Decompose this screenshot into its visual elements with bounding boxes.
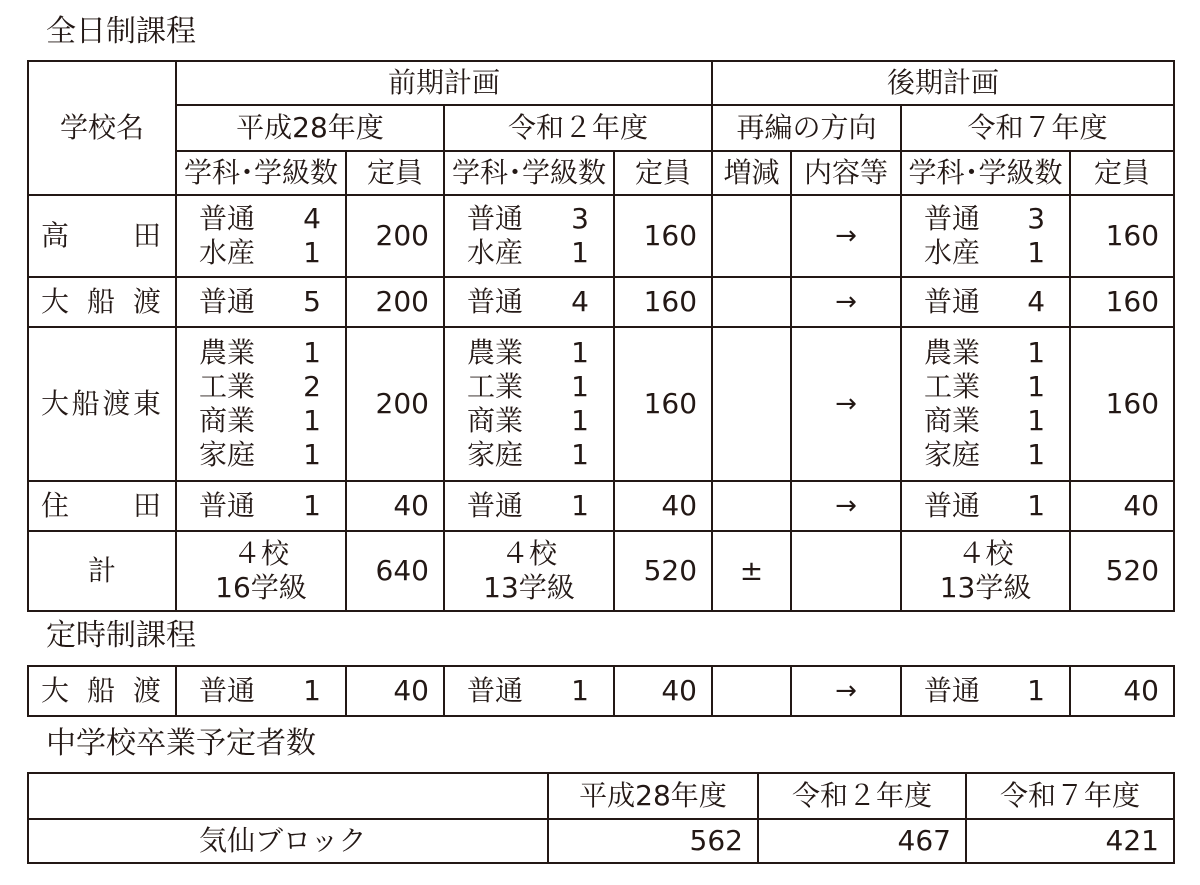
r2-dept-header: 学科･学級数 (444, 151, 614, 195)
dept-count: 1 (571, 336, 589, 369)
part-time-h28-dept (176, 666, 346, 716)
dept-line (924, 236, 1069, 270)
reorg-header: 再編の方向 (712, 105, 901, 151)
dept-name: 家庭 (199, 438, 256, 471)
part-time-r2-dept (444, 666, 614, 716)
dept-line (924, 370, 1069, 404)
school-row (28, 195, 1174, 277)
r7-capacity: 160 (1070, 277, 1174, 327)
graduates-header-row (28, 773, 1174, 819)
dept-name: 水産 (199, 236, 256, 269)
dept-count: 4 (1027, 285, 1046, 318)
h28-departments (176, 327, 346, 481)
h28-capacity-header: 定員 (346, 151, 444, 195)
dept-name: 水産 (924, 236, 981, 269)
dept-name: 普通 (467, 489, 524, 522)
dept-count: 1 (1027, 370, 1046, 403)
dept-count: 1 (1027, 236, 1046, 269)
dept-name: 普通 (924, 285, 981, 318)
dept-line (199, 404, 345, 438)
r2-header: 令和２年度 (444, 105, 712, 151)
school-name: 住 田 (28, 481, 176, 531)
dept-count: 1 (303, 438, 321, 471)
graduates-table (27, 772, 1175, 864)
r2-capacity: 160 (614, 195, 712, 277)
r7-capacity-header: 定員 (1070, 151, 1174, 195)
dept-name: 農業 (924, 336, 981, 369)
part-time-row (28, 666, 1174, 716)
dept-name: 商業 (467, 404, 524, 437)
school-name: 大船渡東 (28, 327, 176, 481)
part-time-content-arrow: → (791, 666, 901, 716)
graduates-heading: 中学校卒業予定者数 (46, 726, 316, 761)
dept-line (199, 285, 345, 319)
dept-name: 普通 (467, 674, 524, 707)
h28-departments (176, 481, 346, 531)
change-cell (712, 195, 791, 277)
graduates-block-name: 気仙ブロック (28, 819, 548, 863)
part-time-h28-capacity: 40 (346, 666, 444, 716)
dept-line (467, 370, 613, 404)
r7-capacity: 160 (1070, 327, 1174, 481)
dept-count: 4 (571, 285, 589, 318)
dept-count: 1 (1027, 674, 1045, 707)
dept-count: 2 (303, 370, 321, 403)
dept-name: 商業 (924, 404, 981, 437)
h28-capacity: 40 (346, 481, 444, 531)
full-time-table (27, 60, 1175, 612)
dept-line (924, 404, 1069, 438)
dept-count: 1 (571, 489, 589, 522)
h28-total-classes (176, 531, 346, 611)
part-time-heading: 定時制課程 (46, 618, 196, 653)
h28-capacity: 200 (346, 195, 444, 277)
h28-capacity: 200 (346, 327, 444, 481)
r2-capacity: 160 (614, 327, 712, 481)
school-count: ４校 (957, 537, 1014, 570)
r2-departments (444, 481, 614, 531)
r7-capacity: 160 (1070, 195, 1174, 277)
dept-line (467, 202, 613, 236)
h28-departments (176, 277, 346, 327)
total-content (791, 531, 901, 611)
part-time-r2-capacity: 40 (614, 666, 712, 716)
dept-line (199, 489, 345, 523)
dept-line (467, 404, 613, 438)
total-change: ± (712, 531, 791, 611)
dept-name: 工業 (924, 370, 981, 403)
part-time-r7-capacity: 40 (1070, 666, 1174, 716)
dept-count: 1 (303, 489, 321, 522)
graduates-col-r7: 令和７年度 (966, 773, 1174, 819)
dept-name: 工業 (467, 370, 524, 403)
r7-total-classes (901, 531, 1070, 611)
full-time-table-body (28, 61, 1174, 611)
school-row (28, 327, 1174, 481)
part-time-table (27, 665, 1175, 717)
r2-capacity: 160 (614, 277, 712, 327)
dept-name: 普通 (924, 674, 981, 707)
dept-name: 農業 (199, 336, 256, 369)
h28-header: 平成28年度 (176, 105, 444, 151)
r7-total-capacity: 520 (1070, 531, 1174, 611)
dept-line (199, 236, 345, 270)
dept-count: 1 (571, 438, 589, 471)
dept-line (467, 336, 613, 370)
dept-count: 1 (303, 674, 321, 707)
r2-departments (444, 327, 614, 481)
dept-name: 普通 (467, 285, 524, 318)
r7-departments (901, 195, 1070, 277)
h28-dept-header: 学科･学級数 (176, 151, 346, 195)
change-cell (712, 327, 791, 481)
dept-name: 普通 (199, 285, 256, 318)
r2-capacity-header: 定員 (614, 151, 712, 195)
part-time-r7-dept (901, 666, 1070, 716)
r2-total-capacity: 520 (614, 531, 712, 611)
graduates-col-r2: 令和２年度 (758, 773, 966, 819)
header-row-plans (28, 61, 1174, 105)
dept-count: 3 (571, 202, 589, 235)
class-count: 13学級 (483, 571, 575, 604)
content-header: 内容等 (791, 151, 901, 195)
part-time-school: 大 船 渡 (28, 666, 176, 716)
full-time-heading: 全日制課程 (46, 14, 196, 49)
dept-count: 1 (303, 404, 321, 437)
graduates-corner (28, 773, 548, 819)
dept-line (467, 438, 613, 472)
dept-name: 商業 (199, 404, 256, 437)
early-plan-header: 前期計画 (176, 61, 712, 105)
dept-name: 普通 (924, 489, 981, 522)
dept-name: 普通 (467, 202, 524, 235)
dept-name: 農業 (467, 336, 524, 369)
dept-name: 家庭 (924, 438, 981, 471)
dept-count: 4 (303, 202, 321, 235)
r7-departments (901, 327, 1070, 481)
r2-total-classes (444, 531, 614, 611)
header-row-columns (28, 151, 1174, 195)
dept-name: 普通 (924, 202, 981, 235)
dept-count: 1 (1027, 336, 1046, 369)
dept-name: 普通 (199, 489, 256, 522)
school-name: 高 田 (28, 195, 176, 277)
graduates-row (28, 819, 1174, 863)
dept-name: 家庭 (467, 438, 524, 471)
dept-count: 1 (1027, 489, 1046, 522)
class-count: 16学級 (215, 571, 307, 604)
dept-name: 水産 (467, 236, 524, 269)
graduates-col-h28: 平成28年度 (548, 773, 758, 819)
r2-departments (444, 277, 614, 327)
school-row (28, 277, 1174, 327)
dept-count: 1 (1027, 404, 1046, 437)
content-arrow: → (791, 481, 901, 531)
dept-line (467, 489, 613, 523)
dept-line (924, 438, 1069, 472)
dept-line (924, 202, 1069, 236)
r2-departments (444, 195, 614, 277)
part-time-change (712, 666, 791, 716)
change-cell (712, 277, 791, 327)
dept-line (199, 370, 345, 404)
r7-departments (901, 277, 1070, 327)
late-plan-header: 後期計画 (712, 61, 1174, 105)
graduates-h28-value: 562 (548, 819, 758, 863)
content-arrow: → (791, 277, 901, 327)
school-count: ４校 (232, 537, 289, 570)
school-row (28, 481, 1174, 531)
r7-capacity: 40 (1070, 481, 1174, 531)
graduates-r7-value: 421 (966, 819, 1174, 863)
content-arrow: → (791, 195, 901, 277)
dept-count: 1 (571, 370, 589, 403)
total-label: 計 (28, 531, 176, 611)
dept-line (467, 236, 613, 270)
dept-count: 1 (303, 336, 321, 369)
dept-count: 5 (303, 285, 321, 318)
header-row-years (28, 105, 1174, 151)
h28-departments (176, 195, 346, 277)
dept-count: 1 (571, 404, 589, 437)
dept-count: 1 (1027, 438, 1046, 471)
dept-name: 普通 (199, 674, 256, 707)
school-name: 大船渡 (28, 277, 176, 327)
h28-capacity: 200 (346, 277, 444, 327)
dept-name: 普通 (199, 202, 256, 235)
r7-header: 令和７年度 (901, 105, 1174, 151)
dept-count: 1 (303, 236, 321, 269)
school-name-header: 学校名 (28, 61, 176, 195)
h28-total-capacity: 640 (346, 531, 444, 611)
r7-dept-header: 学科･学級数 (901, 151, 1070, 195)
total-row (28, 531, 1174, 611)
dept-line (199, 336, 345, 370)
dept-line (924, 489, 1069, 523)
dept-count: 1 (571, 236, 589, 269)
r2-capacity: 40 (614, 481, 712, 531)
dept-line (924, 285, 1069, 319)
r7-departments (901, 481, 1070, 531)
class-count: 13学級 (939, 571, 1032, 604)
change-header: 増減 (712, 151, 791, 195)
dept-count: 3 (1027, 202, 1046, 235)
school-count: ４校 (500, 537, 557, 570)
dept-count: 1 (571, 674, 589, 707)
dept-name: 工業 (199, 370, 256, 403)
dept-line (467, 285, 613, 319)
graduates-r2-value: 467 (758, 819, 966, 863)
change-cell (712, 481, 791, 531)
dept-line (199, 438, 345, 472)
dept-line (199, 202, 345, 236)
content-arrow: → (791, 327, 901, 481)
dept-line (924, 336, 1069, 370)
